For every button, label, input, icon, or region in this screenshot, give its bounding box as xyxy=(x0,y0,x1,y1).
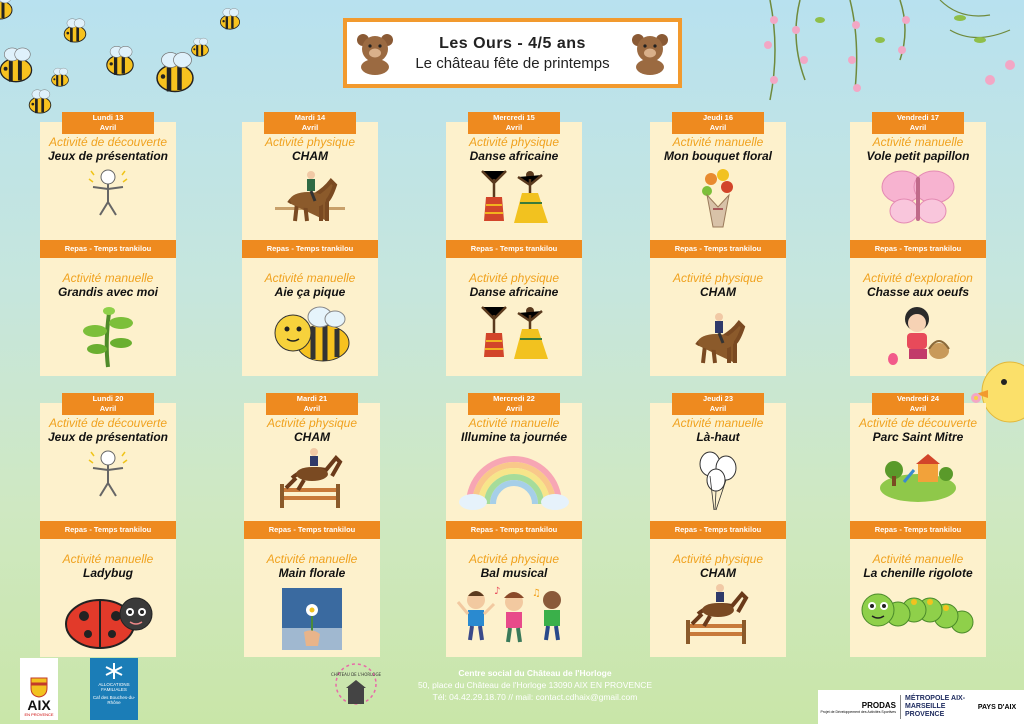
activity-type: Activité manuelle xyxy=(62,552,154,566)
person-icon xyxy=(83,167,133,217)
bees-decoration xyxy=(0,10,240,125)
activity-type: Activité de découverte xyxy=(48,135,168,149)
activity-type: Activité manuelle xyxy=(266,552,358,566)
coat-of-arms-icon xyxy=(29,676,49,698)
day-header: Jeudi 23 Avril xyxy=(672,393,764,415)
activity-type: Activité physique xyxy=(468,552,560,566)
activity-card xyxy=(650,539,786,657)
metropole-logo: MÉTROPOLE AIX-MARSEILLE PROVENCE xyxy=(900,695,970,719)
activity-card xyxy=(650,258,786,376)
activity-card xyxy=(242,122,378,240)
activity-name: Main florale xyxy=(278,566,346,580)
caf-logo-sub: Caf des Bouches-du-Rhône xyxy=(92,695,136,705)
horse-jump-icon xyxy=(678,584,758,646)
day-header: Vendredi 24 Avril xyxy=(872,393,964,415)
activity-type: Activité manuelle xyxy=(872,135,964,149)
egg-hunt-icon xyxy=(883,303,953,367)
meal-label: Repas - Temps trankilou xyxy=(650,521,786,539)
activity-name: Jeux de présentation xyxy=(47,430,169,444)
activity-name: La chenille rigolote xyxy=(863,566,973,580)
activity-card xyxy=(650,122,786,240)
svg-text:♪: ♪ xyxy=(494,586,501,597)
activity-card xyxy=(850,539,986,657)
horse-jump-icon xyxy=(272,448,352,510)
snowflake-icon xyxy=(104,662,124,680)
aix-logo-text: AIX xyxy=(27,697,51,713)
activity-name: Parc Saint Mitre xyxy=(872,430,964,444)
kids-dancing-icon xyxy=(454,584,574,646)
activity-type: Activité physique xyxy=(468,135,560,149)
hand-flower-icon xyxy=(282,588,342,650)
activity-card xyxy=(850,403,986,521)
activity-type: Activité manuelle xyxy=(62,271,154,285)
day-header: Mardi 21 Avril xyxy=(266,393,358,415)
day-header: Jeudi 16 Avril xyxy=(672,112,764,134)
horse-rider-icon xyxy=(275,167,345,229)
chateau-logo xyxy=(330,660,382,712)
bouquet-icon xyxy=(693,167,743,231)
ladybug-icon xyxy=(60,584,156,652)
aix-logo-sub: EN PROVENCE xyxy=(24,712,54,717)
park-icon xyxy=(878,448,958,504)
butterfly-icon xyxy=(878,167,958,229)
caf-logo-text: ALLOCATIONS FAMILIALES xyxy=(98,682,130,692)
meal-label: Repas - Temps trankilou xyxy=(244,521,380,539)
activity-name: Illumine ta journée xyxy=(460,430,568,444)
activity-name: CHAM xyxy=(292,149,328,163)
footer-address: 50, place du Château de l'Horloge 13090 AIX EN PROVENCE xyxy=(417,680,653,690)
meal-label: Repas - Temps trankilou xyxy=(850,521,986,539)
activity-name: CHAM xyxy=(700,566,736,580)
meal-label: Repas - Temps trankilou xyxy=(40,240,176,258)
activity-card xyxy=(40,122,176,240)
rainbow-icon xyxy=(459,448,569,510)
activity-card xyxy=(242,258,378,376)
meal-label: Repas - Temps trankilou xyxy=(650,240,786,258)
horse-rider-icon xyxy=(683,309,753,371)
day-header: Lundi 20 Avril xyxy=(62,393,154,415)
activity-type: Activité manuelle xyxy=(872,552,964,566)
day-header: Vendredi 17 Avril xyxy=(872,112,964,134)
meal-label: Repas - Temps trankilou xyxy=(242,240,378,258)
activity-name: Vole petit papillon xyxy=(866,149,970,163)
activity-card xyxy=(650,403,786,521)
footer-title: Centre social du Château de l'Horloge xyxy=(458,668,612,678)
activity-type: Activité physique xyxy=(266,416,358,430)
activity-type: Activité physique xyxy=(468,271,560,285)
day-header: Mardi 14 Avril xyxy=(264,112,356,134)
activity-card xyxy=(40,258,176,376)
activity-card xyxy=(446,122,582,240)
activity-type: Activité de découverte xyxy=(858,416,978,430)
caf-logo xyxy=(90,658,138,720)
activity-name: CHAM xyxy=(294,430,330,444)
activity-name: Danse africaine xyxy=(469,149,559,163)
flower-vines-decoration xyxy=(760,0,1024,110)
activity-type: Activité physique xyxy=(672,271,764,285)
teddy-bear-icon xyxy=(628,31,672,75)
page-title: Les Ours - 4/5 ans xyxy=(439,34,586,52)
activity-name: CHAM xyxy=(700,285,736,299)
activity-name: Mon bouquet floral xyxy=(664,149,772,163)
pays-aix-logo: PAYS D'AIX xyxy=(977,703,1017,711)
activity-card xyxy=(40,403,176,521)
day-header: Lundi 13 Avril xyxy=(62,112,154,134)
day-header: Mercredi 22 Avril xyxy=(468,393,560,415)
activity-card xyxy=(244,403,380,521)
dancers-icon xyxy=(474,303,554,365)
activity-name: Là-haut xyxy=(696,430,740,444)
activity-card xyxy=(40,539,176,657)
activity-card xyxy=(244,539,380,657)
activity-card xyxy=(850,122,986,240)
activity-name: Ladybug xyxy=(83,566,133,580)
activity-name: Chasse aux oeufs xyxy=(866,285,970,299)
chateau-logo-text: CHÂTEAU DE L'HORLOGE xyxy=(330,672,382,677)
activity-card xyxy=(446,258,582,376)
bee-icon xyxy=(265,303,355,363)
footer-contact xyxy=(390,667,680,703)
activity-type: Activité manuelle xyxy=(468,416,560,430)
activity-card xyxy=(446,539,582,657)
title-banner xyxy=(343,18,682,88)
activity-type: Activité de découverte xyxy=(48,416,168,430)
day-header: Mercredi 15 Avril xyxy=(468,112,560,134)
page-subtitle: Le château fête de printemps xyxy=(415,54,610,72)
activity-name: Jeux de présentation xyxy=(47,149,169,163)
partner-logos xyxy=(818,690,1024,724)
balloons-icon xyxy=(688,448,748,512)
activity-card xyxy=(446,403,582,521)
meal-label: Repas - Temps trankilou xyxy=(446,521,582,539)
meal-label: Repas - Temps trankilou xyxy=(40,521,176,539)
activity-type: Activité d'exploration xyxy=(863,271,973,285)
activity-type: Activité physique xyxy=(264,135,356,149)
activity-card xyxy=(850,258,986,376)
activity-type: Activité manuelle xyxy=(672,135,764,149)
activity-name: Grandis avec moi xyxy=(57,285,159,299)
activity-type: Activité manuelle xyxy=(672,416,764,430)
activity-name: Danse africaine xyxy=(469,285,559,299)
prodas-logo: PRODAS Projet de Développement des Activités Sportives xyxy=(820,700,896,714)
activity-name: Bal musical xyxy=(480,566,548,580)
svg-text:♫: ♫ xyxy=(532,588,541,599)
meal-label: Repas - Temps trankilou xyxy=(446,240,582,258)
dancers-icon xyxy=(474,167,554,229)
meal-label: Repas - Temps trankilou xyxy=(850,240,986,258)
activity-type: Activité physique xyxy=(672,552,764,566)
aix-logo xyxy=(20,658,58,720)
plant-icon xyxy=(81,303,135,367)
footer-contact-line: Tél: 04.42.29.18.70 // mail: contact.cdhaix@gmail.com xyxy=(432,692,638,702)
person-icon xyxy=(83,448,133,498)
activity-name: Aie ça pique xyxy=(274,285,346,299)
activity-type: Activité manuelle xyxy=(264,271,356,285)
caterpillar-icon xyxy=(858,584,978,640)
teddy-bear-icon xyxy=(353,31,397,75)
